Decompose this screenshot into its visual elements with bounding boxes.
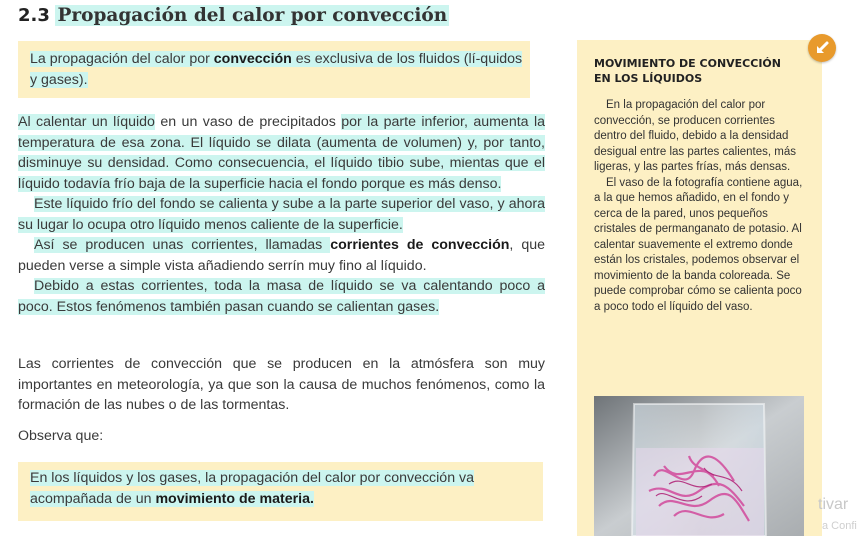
intro-bold-term: convección — [213, 51, 292, 67]
observe-label: Observa que: — [18, 428, 104, 444]
sidebar-paragraph-1: En la propagación del calor por convección, se producen corrientes dentro del fluido, debido a la densidad desigual entre las partes calientes, más ligeras, y las partes frías, más densas. — [594, 99, 796, 173]
paragraph-5: Las corrientes de convección que se producen en la atmósfera son muy importantes en meteorología, ya que son la causa de muchos fenómenos, como la formación de las nubes o de las tormentas. — [18, 356, 545, 413]
section-number: 2.3 — [18, 5, 50, 26]
paragraph-4: Debido a estas corrientes, toda la masa de líquido se va calentando poco a poco. Estos fenómenos también pasan cuando se calientan gases. — [18, 278, 545, 315]
sidebar-heading: MOVIMIENTO DE CONVECCIÓN EN LOS LÍQUIDOS — [594, 57, 781, 85]
arrow-down-left-icon[interactable] — [808, 34, 836, 62]
sidebar-box — [577, 40, 822, 536]
conclusion-text: En los líquidos y los gases, la propagación del calor por convección va acompañada de un movimiento de materia. — [30, 470, 475, 507]
sidebar-paragraph-2: El vaso de la fotografía contiene agua, a la que hemos añadido, en el fondo y cerca de la pared, unos pequeños cristales de permanganato de potasio. Al calentar suavemente el extremo donde están los cristales, podemos observar el movimiento de la banda coloreada. Se puede comprobar cómo se calienta poco a poco todo el líquido del vaso. — [594, 176, 803, 313]
main-text — [18, 112, 545, 317]
convection-currents-term: corrientes de convección — [330, 237, 510, 253]
section-title — [18, 4, 449, 27]
paragraph-1: Al calentar un líquido en un vaso de precipitados por la parte inferior, aumenta la temperatura de esa zona. El líquido se dilata (aumenta de volumen) y, por tanto, disminuye su densidad. Como consecuencia, el líquido tibio sube, mientas que el líquido todavía frío baja de la superficie hacia el fondo porque es más denso. — [18, 114, 545, 192]
paragraph-3: Así se producen unas corrientes, llamadas corrientes de convección, que pueden verse a simple vista añadiendo serrín muy fino al líquido. — [18, 237, 546, 274]
paragraph-2: Este líquido frío del fondo se calienta y sube a la parte superior del vaso, y ahora su lugar lo ocupa otro líquido menos caliente de la superficie. — [18, 196, 545, 233]
section-title-text: Propagación del calor por convección — [57, 5, 448, 26]
conclusion-box — [18, 462, 543, 521]
intro-text: La propagación del calor por convección es exclusiva de los fluidos (lí-quidos y gases). — [30, 51, 523, 88]
intro-box — [18, 41, 530, 98]
conclusion-bold-term: movimiento de materia. — [155, 491, 314, 507]
sidebar-body — [594, 98, 809, 315]
beaker-photo — [594, 396, 804, 536]
watermark-subtext: a Confi — [822, 520, 857, 532]
watermark-text: tivar — [818, 496, 849, 513]
